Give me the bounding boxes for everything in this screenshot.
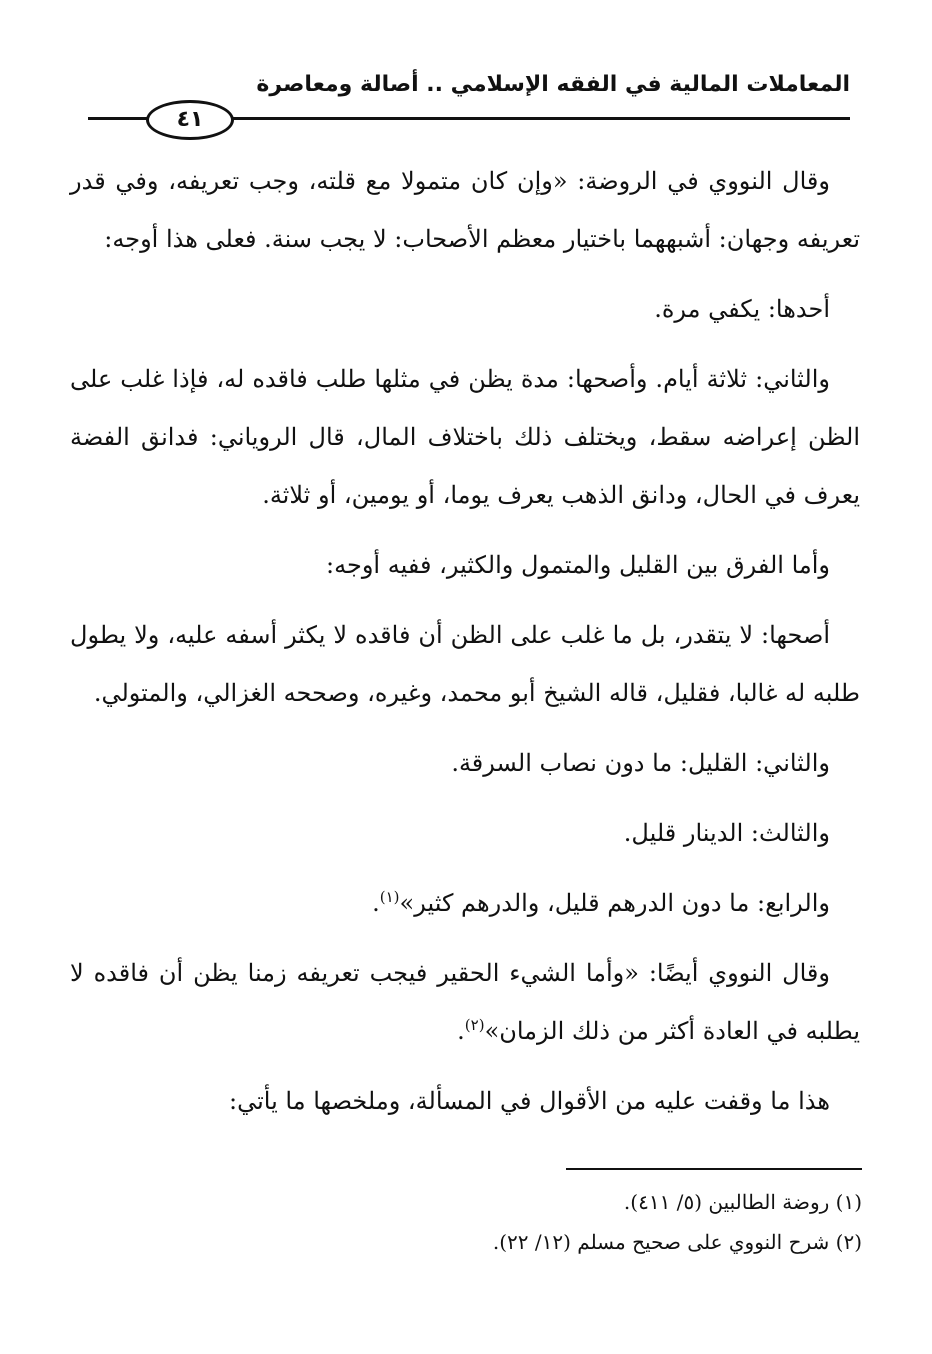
paragraph-8-text: والرابع: ما دون الدرهم قليل، والدرهم كثير» (399, 889, 830, 917)
paragraph-5: أصحها: لا يتقدر، بل ما غلب على الظن أن فاقده لا يكثر أسفه عليه، ولا يطول طلبه له غالبا، فقليل، قاله الشيخ أبو محمد، وغيره، وصححه الغزالي، والمتولي. (70, 621, 860, 707)
paragraph-6: والثاني: القليل: ما دون نصاب السرقة. (451, 749, 830, 777)
paragraph-8 (70, 874, 860, 932)
paragraph-10: هذا ما وقفت عليه من الأقوال في المسألة، وملخصها ما يأتي: (229, 1087, 830, 1115)
paragraph-2: أحدها: يكفي مرة. (654, 295, 830, 323)
body-text (70, 152, 860, 1142)
paragraph-4: وأما الفرق بين القليل والمتمول والكثير، ففيه أوجه: (326, 551, 830, 579)
paragraph-8-end: . (372, 889, 380, 917)
paragraph-9-end: . (457, 1017, 465, 1045)
paragraph-3: والثاني: ثلاثة أيام. وأصحها: مدة يظن في مثلها طلب فاقده له، فإذا غلب على الظن إعراضه سقط، ويختلف ذلك باختلاف المال، قال الروياني: فدانق الفضة يعرف في الحال، ودانق الذهب يعرف يوما، أو يومين، أو ثلاثة. (70, 365, 860, 509)
footnote-ref-2: (٢) (464, 1016, 485, 1034)
footnote-rule (566, 1168, 862, 1170)
paragraph-9-text: وقال النووي أيضًا: «وأما الشيء الحقير فيجب تعريفه زمنا يظن أن فاقده لا يطلبه في العادة أكثر من ذلك الزمان» (70, 959, 860, 1045)
footnote-ref-1: (١) (379, 888, 400, 906)
paragraph-9 (70, 944, 860, 1060)
paragraph-1: وقال النووي في الروضة: «وإن كان متمولا مع قلته، وجب تعريفه، وفي قدر تعريفه وجهان: أشبههما باختيار معظم الأصحاب: لا يجب سنة. فعلى هذا أوجه: (70, 167, 860, 253)
page-number: ٤١ (146, 100, 234, 140)
footnote-1: (١) روضة الطالبين (٥/ ٤١١). (623, 1190, 862, 1214)
footnotes (72, 1182, 862, 1262)
paragraph-7: والثالث: الدينار قليل. (623, 819, 830, 847)
running-header: المعاملات المالية في الفقه الإسلامي .. أصالة ومعاصرة (256, 72, 850, 97)
footnote-2: (٢) شرح النووي على صحيح مسلم (١٢/ ٢٢). (492, 1230, 862, 1254)
